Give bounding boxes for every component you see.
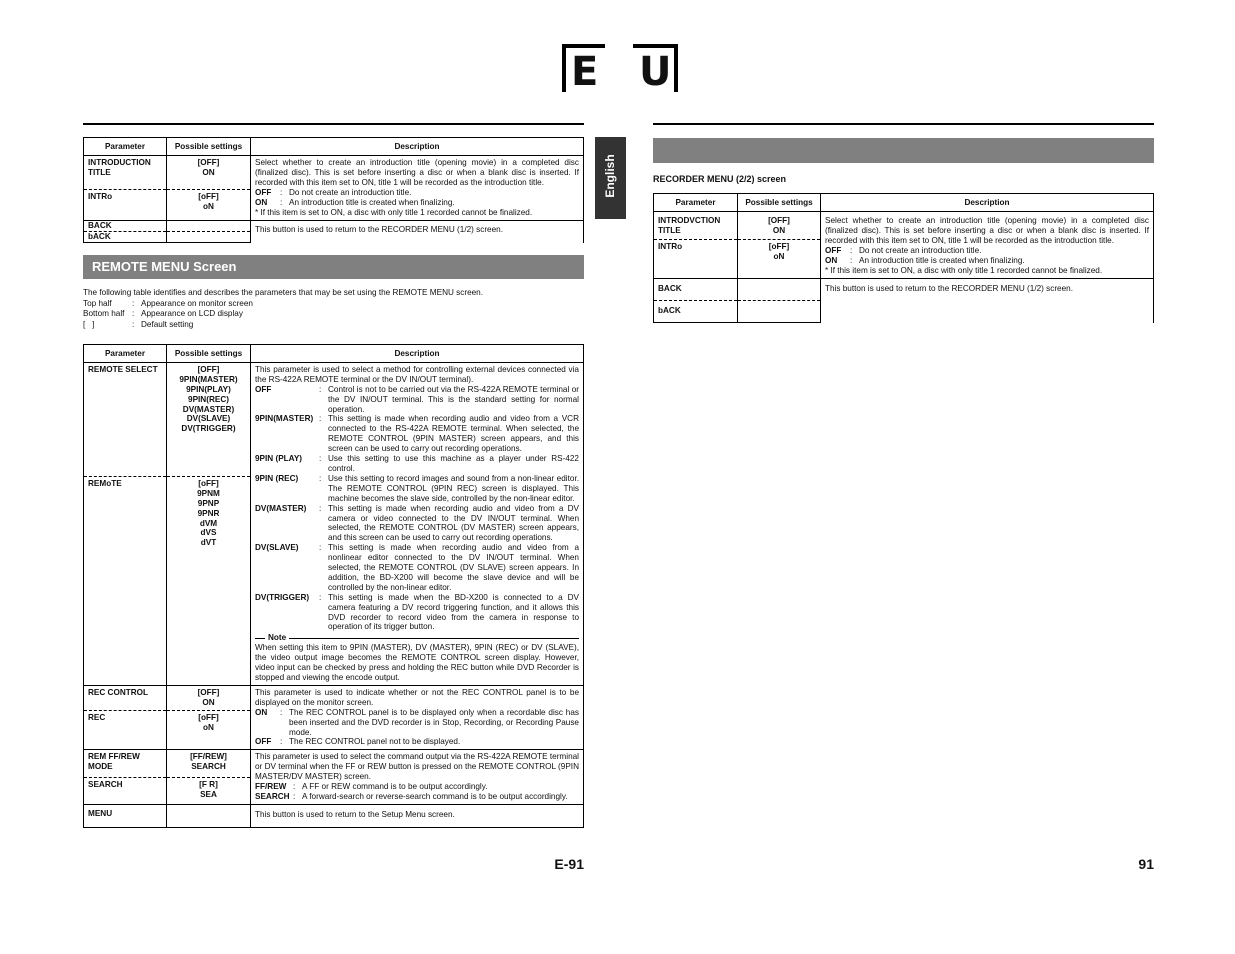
legend-row: [ ] : Default setting bbox=[83, 319, 194, 329]
legend-row: Top half : Appearance on monitor screen bbox=[83, 298, 253, 308]
left-table-2 bbox=[83, 344, 584, 828]
page-number-left: E-91 bbox=[554, 856, 584, 872]
legend-row: Bottom half : Appearance on LCD display bbox=[83, 309, 243, 318]
right-gray-band bbox=[653, 138, 1154, 163]
col-header-parameter: Parameter bbox=[84, 345, 167, 363]
settings-rec-lcd: [oFF] oN bbox=[167, 710, 251, 750]
desc-rem-ffrew-mode: This parameter is used to select the command output via the RS-422A REMOTE terminal or DV terminal when the FF or REW button is pressed on the REMOTE CONTROL (9PIN MASTER/DV MASTER) screen. FF/REW : A FF or REW command is to be output accordingly. SEARCH : A forward-search or reverse-search command is to be output accordingly. bbox=[251, 750, 584, 805]
param-back-lcd: bACK bbox=[84, 232, 167, 243]
param-rec-control: REC CONTROL bbox=[84, 685, 167, 710]
desc-remote-select: This parameter is used to select a method for controlling external devices connected via the RS-422A REMOTE terminal or the DV IN/OUT terminal). OFF : Control is not to be carried out via the RS-422A REMOTE terminal or the DV IN/OUT terminal. This is the standard setting for normal operation. 9PIN(MASTER) : This setting is made when recording audio and video from a VCR connected to the RS-422A REMOTE terminal. When selected, the REMOTE CONTROL (9PIN MASTER) screen appears, and this screen can be used to carry out recording operations. 9PIN (PLAY) : Use this setting to use this machine as a player under RS-422 control. 9PIN (REC) : Use this setting to record images and sound from a non-linear editor. The REMOTE CONTROL (9PIN REC) screen is displayed. This machine becomes the slave side, controlled by the non-linear editor. DV(MASTER) : This setting is made when recording audio and video from a DV camera or video connected to the DV IN/OUT terminal. When selected, the REMOTE CONTROL (DV MASTER) screen appears, and this screen can be used to carry out recording operations. DV(SLAVE) : This setting is made when recording audio and video from a nonlinear editor connected to the DV IN/OUT terminal. When selected, the REMOTE CONTROL (DV SLAVE) screen appears. In addition, the BD-X200 will become the slave device and will be controlled by the non-linear editor. DV(TRIGGER) : This setting is made when the BD-X200 is connected to a DV camera featuring a DV record triggering function, and it allows this DVD recorder to record video from the camera in response to operation of its trigger button. Note When setting this item to 9PIN (MASTER), DV (MASTER), 9PIN (REC) or DV (SLAVE), the video output image becomes the REMOTE CONTROL screen display. However, video input can be checked by press and holding the REC button while DVD Recorder is stopped and viewing the encode output. bbox=[251, 362, 584, 685]
param-remote-lcd: REMoTE bbox=[84, 476, 167, 685]
param-intro-lcd: INTRo bbox=[654, 240, 738, 279]
col-header-settings: Possible settings bbox=[738, 194, 821, 212]
right-table bbox=[653, 193, 1154, 323]
param-rec-lcd: REC bbox=[84, 710, 167, 750]
settings-remote-select: [OFF] 9PIN(MASTER) 9PIN(PLAY) 9PIN(REC) DV(MASTER) DV(SLAVE) DV(TRIGGER) bbox=[167, 362, 251, 476]
page-number-right: 91 bbox=[1138, 856, 1154, 872]
param-remote-select: REMOTE SELECT bbox=[84, 362, 167, 476]
desc-back: This button is used to return to the RECORDER MENU (1/2) screen. bbox=[251, 221, 584, 243]
param-back-lcd: bACK bbox=[654, 301, 738, 323]
note-header: Note bbox=[255, 633, 579, 643]
desc-introduction-title: Select whether to create an introduction title (opening movie) in a completed disc (finalized disc). This is set before inserting a disc or when a blank disc is inserted. If recorded with this item set to ON, title 1 will be recorded as the introduction title. OFF : Do not create an introduction title. ON : An introduction title is created when finalizing. * If this item is set to ON, a disc with only title 1 recorded cannot be finalized. bbox=[821, 212, 1154, 279]
logo-right: U bbox=[633, 44, 678, 92]
left-table-1 bbox=[83, 137, 584, 243]
col-header-description: Description bbox=[251, 138, 584, 156]
left-top-rule bbox=[83, 123, 584, 125]
desc-back: This button is used to return to the RECORDER MENU (1/2) screen. bbox=[821, 279, 1154, 323]
col-header-description: Description bbox=[821, 194, 1154, 212]
side-tab-english[interactable] bbox=[595, 137, 626, 219]
param-introduction-title: INTRODUCTION TITLE bbox=[84, 156, 167, 190]
settings-search-lcd: [F R] SEA bbox=[167, 777, 251, 804]
settings-rem-ffrew-mode: [FF/REW] SEARCH bbox=[167, 750, 251, 777]
col-header-parameter: Parameter bbox=[654, 194, 738, 212]
col-header-settings: Possible settings bbox=[167, 345, 251, 363]
desc-rec-control: This parameter is used to indicate whether or not the REC CONTROL panel is to be displayed on the monitor screen. ON : The REC CONTROL panel is to be displayed only when a recordable disc has been inserted and the DVD recorder is in Stop, Recording, or Recording Pause mode. OFF : The REC CONTROL panel not to be displayed. bbox=[251, 685, 584, 749]
settings-rec-control: [OFF] ON bbox=[167, 685, 251, 710]
param-search-lcd: SEARCH bbox=[84, 777, 167, 804]
col-header-settings: Possible settings bbox=[167, 138, 251, 156]
right-top-rule bbox=[653, 123, 1154, 125]
remote-menu-intro: The following table identifies and describes the parameters that may be set using the REMOTE MENU screen. Top half : Appearance on monitor screen Bottom half : Appearance on LCD display [ ] : Default setting bbox=[83, 288, 584, 330]
settings-introduction-title: [OFF] ON bbox=[738, 212, 821, 240]
param-back: BACK bbox=[654, 279, 738, 301]
settings-remote-lcd: [oFF] 9PNM 9PNP 9PNR dVM dVS dVT bbox=[167, 476, 251, 685]
col-header-parameter: Parameter bbox=[84, 138, 167, 156]
param-introduction-title: INTRODVCTION TITLE bbox=[654, 212, 738, 240]
section-title-remote-menu: REMOTE MENU Screen bbox=[83, 255, 584, 279]
desc-menu: This button is used to return to the Setup Menu screen. bbox=[251, 804, 584, 827]
param-intro-lcd: INTRo bbox=[84, 190, 167, 221]
settings-introduction-title: [OFF] ON bbox=[167, 156, 251, 190]
screen-title: RECORDER MENU (2/2) screen bbox=[653, 174, 787, 184]
settings-intro-lcd: [oFF] oN bbox=[738, 240, 821, 279]
param-back: BACK bbox=[84, 221, 167, 232]
desc-introduction-title: Select whether to create an introduction title (opening movie) in a completed disc (finalized disc). This is set before inserting a disc or when a blank disc is inserted. If recorded with this item set to ON, title 1 will be recorded as the introduction title. OFF : Do not create an introduction title. ON : An introduction title is created when finalizing. * If this item is set to ON, a disc with only title 1 recorded cannot be finalized. bbox=[251, 156, 584, 221]
side-tab-label: English bbox=[603, 154, 617, 198]
param-menu: MENU bbox=[84, 804, 167, 827]
logo-left: E bbox=[562, 44, 605, 92]
settings-intro-lcd: [oFF] oN bbox=[167, 190, 251, 221]
col-header-description: Description bbox=[251, 345, 584, 363]
param-rem-ffrew-mode: REM FF/REW MODE bbox=[84, 750, 167, 777]
